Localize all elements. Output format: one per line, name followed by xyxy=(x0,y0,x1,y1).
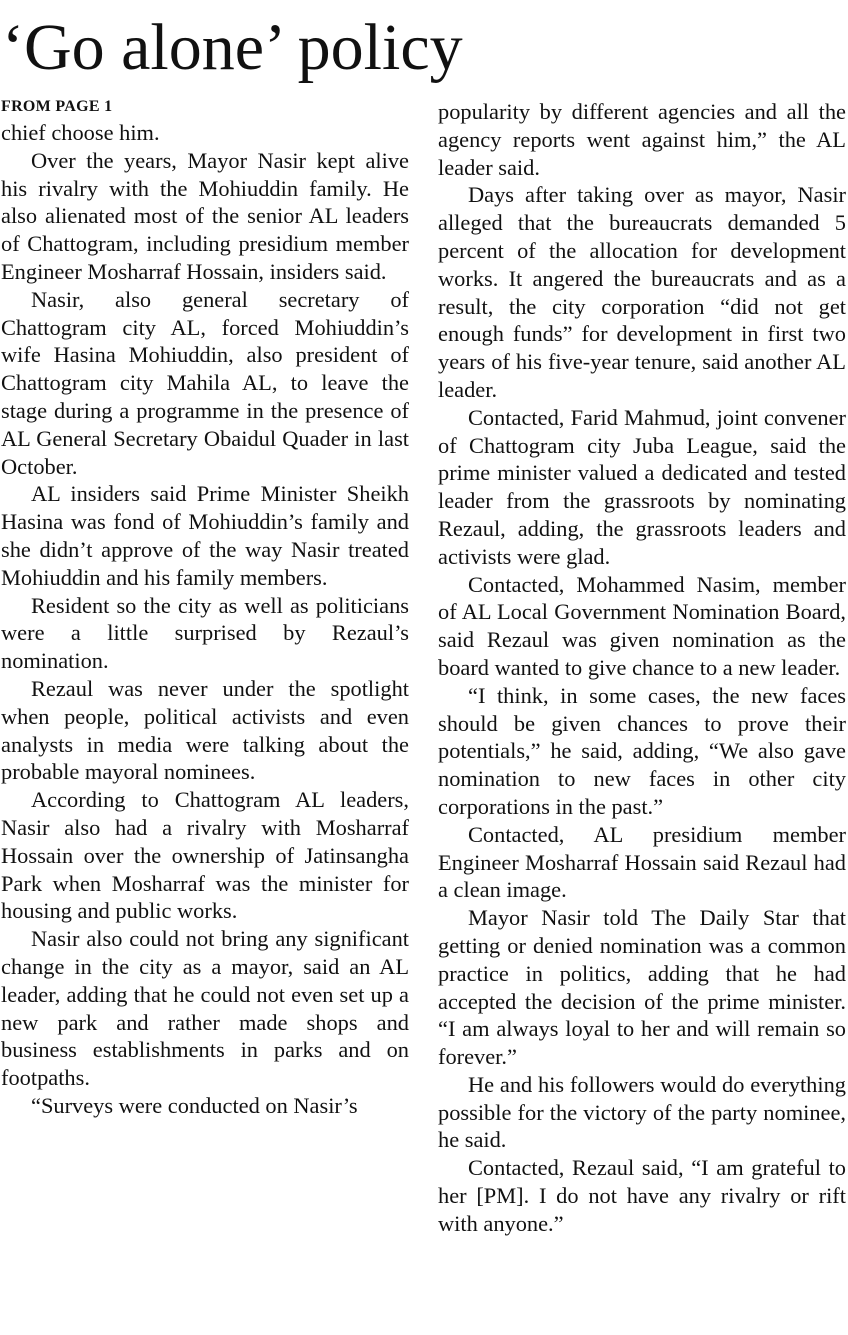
paragraph: “Surveys were conducted on Nasir’s xyxy=(31,1092,358,1118)
paragraph: Rezaul was never under the spotlight when people, political activists and even analysts in media were talking about the probable mayoral nominees. xyxy=(1,675,409,785)
paragraph: chief choose him. xyxy=(1,120,160,145)
paragraph: Over the years, Mayor Nasir kept alive his rivalry with the Mohiuddin family. He also alienated most of the senior AL leaders of Chattogram, including presidium member Engineer Mosharraf Hossain, insiders said. xyxy=(1,147,409,284)
paragraph: Contacted, Farid Mahmud, joint convener of Chattogram city Juba League, said the prime minister valued a dedicated and tested leader from the grassroots by nominating Rezaul, adding, the grassroots leaders and activists were glad. xyxy=(438,404,846,569)
paragraph: AL insiders said Prime Minister Sheikh Hasina was fond of Mohiuddin’s family and she didn’t approve of the way Nasir treated Mohiuddin and his family members. xyxy=(1,481,409,590)
paragraph: Days after taking over as mayor, Nasir alleged that the bureaucrats demanded 5 percent of the allocation for development works. It angered the bureaucrats and as a result, the city corporation “did not get enough funds” for development in first two years of his five-year tenure, said another AL leader. xyxy=(438,182,846,402)
paragraph: Contacted, AL presidium member Engineer Mosharraf Hossain said Rezaul had a clean image. xyxy=(438,821,846,903)
paragraph: He and his followers would do everything possible for the victory of the party nominee, he said. xyxy=(438,1071,846,1153)
paragraph: Mayor Nasir told The Daily Star that getting or denied nomination was a common practice in politics, adding that he had accepted the decision of the prime minister. “I am always loyal to her and will remain so forever.” xyxy=(438,905,846,1070)
paragraph: Contacted, Rezaul said, “I am grateful to her [PM]. I do not have any rivalry or rift with anyone.” xyxy=(438,1155,846,1236)
jump-label: FROM PAGE 1 xyxy=(1,98,113,115)
paragraph: Nasir, also general secretary of Chattogram city AL, forced Mohiuddin’s wife Hasina Mohiuddin, also president of Chattogram city Mahila AL, to leave the stage during a programme in the presence of AL General Secretary Obaidul Quader in last October. xyxy=(1,286,409,479)
paragraph: According to Chattogram AL leaders, Nasir also had a rivalry with Mosharraf Hossain over the ownership of Jatinsangha Park when Mosharraf was the minister for housing and public works. xyxy=(1,787,409,924)
paragraph: Contacted, Mohammed Nasim, member of AL Local Government Nomination Board, said Rezaul was given nomination as the board wanted to give chance to a new leader. xyxy=(438,571,846,680)
headline: ‘Go alone’ policy xyxy=(2,11,463,84)
article-column-left xyxy=(1,119,409,1120)
paragraph: “I think, in some cases, the new faces should be given chances to prove their potentials,” he said, adding, “We also gave nomination to new faces in other city corporations in the past.” xyxy=(438,682,846,819)
paragraph: popularity by different agencies and all the agency reports went against him,” the AL leader said. xyxy=(438,99,846,180)
paragraph: Resident so the city as well as politicians were a little surprised by Rezaul’s nomination. xyxy=(1,592,409,674)
paragraph: Nasir also could not bring any significant change in the city as a mayor, said an AL leader, adding that he could not even set up a new park and rather made shops and business establishments in parks and on footpaths. xyxy=(1,926,409,1091)
article-column-right xyxy=(438,98,846,1238)
